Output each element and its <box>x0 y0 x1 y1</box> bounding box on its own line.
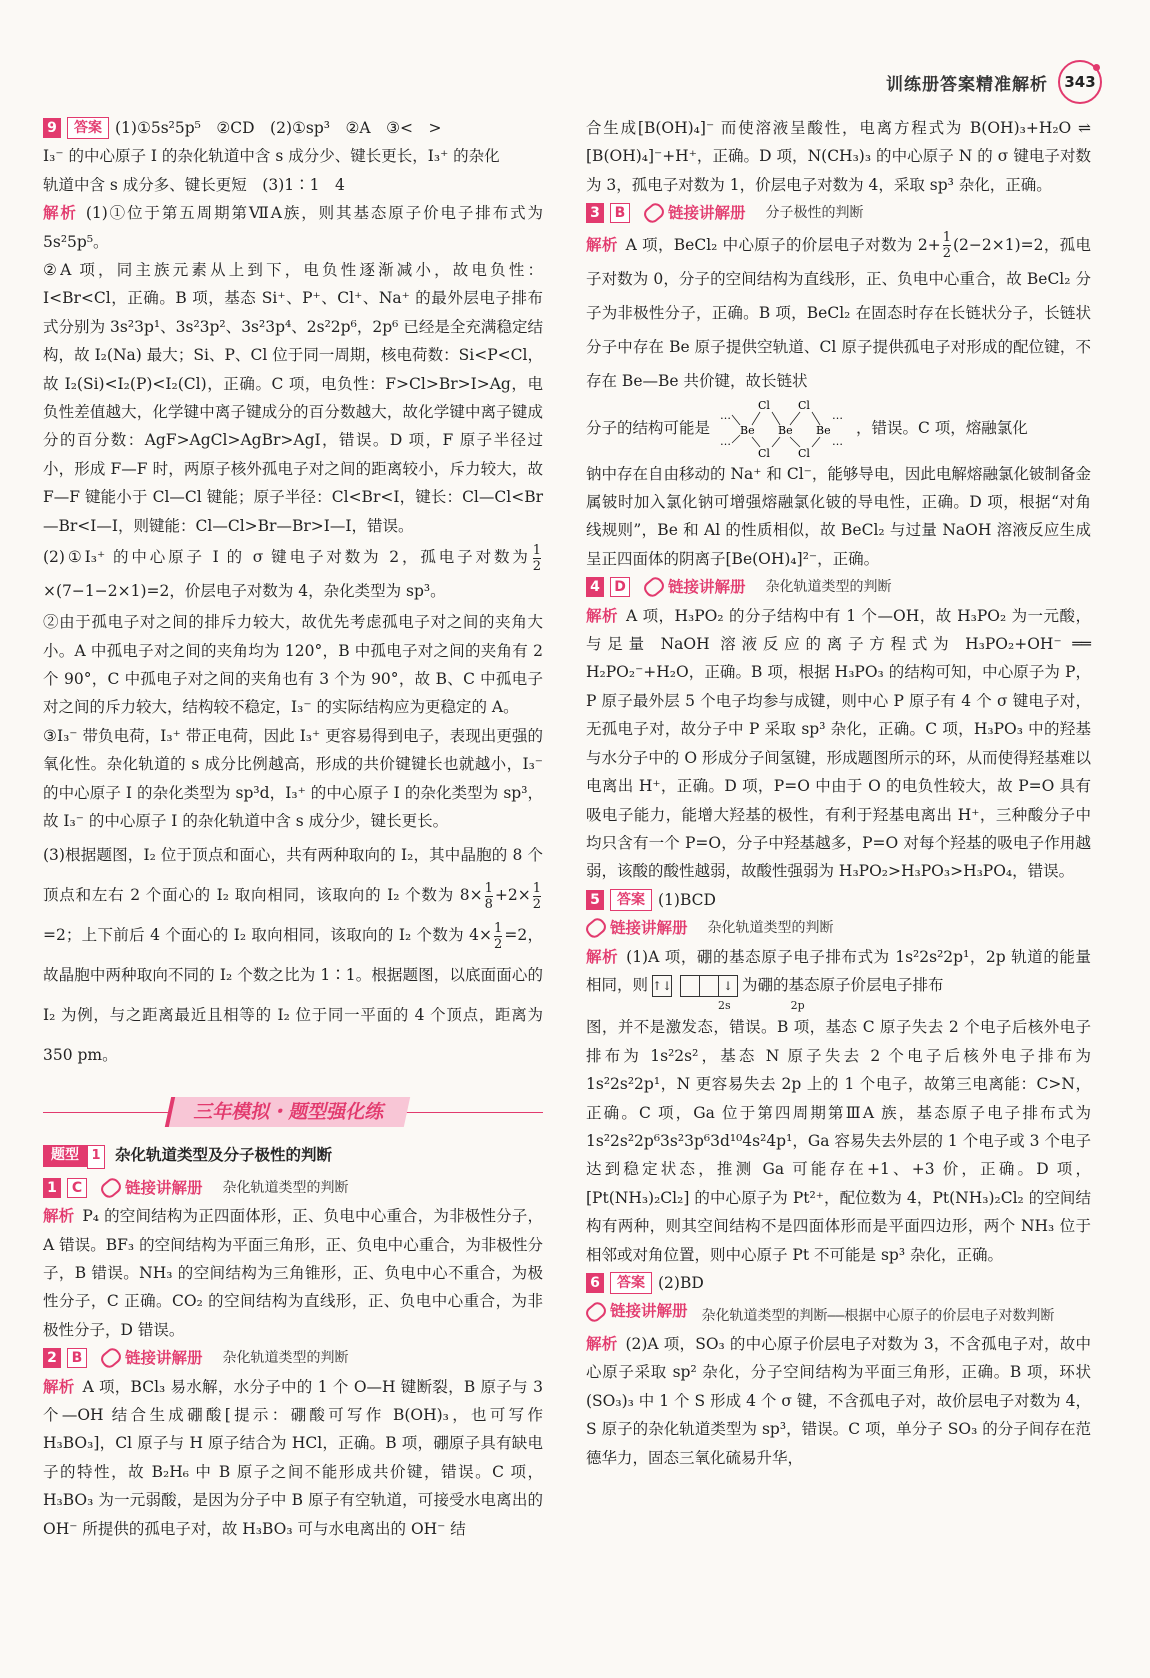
answer-tag: 答案 <box>67 117 109 139</box>
analysis-paragraph: ②A 项，同主族元素从上到下，电负性逐渐减小，故电负性：I<Br<Cl，正确。B 项，基态 Si⁺、P⁺、Cl⁺、Na⁺ 的最外层电子排布式分别为 3s²3p¹、3s²3p²、3s²3p⁴、2s²2p⁶，2p⁶ 已经是全充满稳定结构，故 I₂(Na) 最大；Si、P、Cl 位于同一周期，核电荷数：Si<P<Cl，故 I₂(Si)<I₂(P)<I₂(Cl)，正确。C 项，电负性：F>Cl>Br>I>Ag，电负性差值越大，化学键中离子键成分的百分数越大，故化学键中离子键成分的百分数：AgF>AgCl>AgBr>AgI，错误。D 项，F 原子半径过小，形成 F—F 时，两原子核外孤电子对之间的距离较小，斥力较大，故 F—F 键能小于 Cl—Cl 键能；原子半径：Cl<Br<I，键长：Cl—Cl<Br—Br<I—I，则键能：Cl—Cl>Br—Br>I—I，错误。 <box>43 261 543 535</box>
question-number: 1 <box>43 1178 61 1198</box>
right-column <box>586 114 1091 1472</box>
answer-letter: B <box>610 203 630 223</box>
question-6-header <box>586 1269 1091 1297</box>
analysis-paragraph: ②由于孤电子对之间的排斥力较大，故优先考虑孤电子对之间的夹角大小。A 中孤电子对之间的夹角均为 120°，B 中孤电子对之间的夹角有 2 个 90°，C 中孤电子对之间的夹角也有 3 个为 90°，故 B、C 中孤电子对之间的斥力较大，结构较不稳定，I₃⁻ 的实际结构应为更稳定的 A。 <box>43 613 543 717</box>
orbital-labels: 2s 2p <box>718 999 805 1013</box>
link-icon <box>583 1299 609 1324</box>
topic-label: 杂化轨道类型的判断——根据中心原子的价层电子对数判断 <box>701 1307 1055 1324</box>
question-number: 2 <box>43 1348 61 1368</box>
fraction: $\frac{1}{2}$ <box>942 230 951 262</box>
svg-text:…: … <box>832 434 844 448</box>
banner-title: 三年模拟・题型强化练 <box>165 1097 410 1127</box>
svg-text:…: … <box>720 434 732 448</box>
link-button[interactable]: 链接讲解册 <box>101 1174 203 1202</box>
question-4-header <box>586 573 1091 601</box>
link-icon <box>583 916 609 941</box>
answer-text: (1)BCD <box>658 890 716 909</box>
svg-text:Be: Be <box>740 423 755 437</box>
link-button[interactable]: 链接讲解册 <box>644 199 746 227</box>
question-5-header <box>586 886 1091 914</box>
link-icon <box>98 1175 124 1200</box>
topic-label: 杂化轨道类型的判断 <box>222 1350 349 1367</box>
fraction: $\frac{1}{2}$ <box>532 542 541 574</box>
fraction: $\frac{1}{2}$ <box>494 920 503 952</box>
analysis-paragraph: 合生成[B(OH)₄]⁻ 而使溶液呈酸性，电离方程式为 B(OH)₃+H₂O ⇌ [B(OH)₄]⁻+H⁺，正确。D 项，N(CH₃)₃ 的中心原子 N 的 σ 键电子对数为 3，孤电子对数为 1，价层电子对数为 4，采取 sp³ 杂化，正确。 <box>586 119 1091 194</box>
question-3-header <box>586 199 1091 227</box>
left-column <box>43 114 543 1543</box>
svg-text:…: … <box>832 408 844 422</box>
section-banner <box>43 1093 543 1133</box>
svg-text:…: … <box>720 408 732 422</box>
analysis-paragraph: ③I₃⁻ 带负电荷，I₃⁺ 带正电荷，因此 I₃⁺ 更容易得到电子，表现出更强的氧化性。杂化轨道的 s 成分比例越高，形成的共价键键长也就越小，I₃⁻ 的中心原子 I 的杂化类型为 sp³d，I₃⁺ 的中心原子 I 的杂化类型为 sp³，故 I₃⁻ 的中心原子 I 的杂化轨道中含 s 成分少，键长更长。 <box>43 726 543 830</box>
analysis-paragraph: (3)根据题图，I₂ 位于顶点和面心，共有两种取向的 I₂，其中晶胞的 8 个顶点和左右 2 个面心的 I₂ 取向相同，该取向的 I₂ 个数为 8× $\frac{1}{8}$ +2× $\frac{1}{2}$ =2；上下前后 4 个面心的 I₂ 取向相同，该取向的 I₂ 个数为 4× $\frac{1}{2}$ =2，故晶胞中两种取向不同的 I₂ 个数之比为 1∶1。根据题图，以底面面心的 I₂ 为例，与之距离最近且相等的 I₂ 位于同一平面的 4 个顶点，距离为 350 pm。 <box>43 846 543 1065</box>
analysis-label: 解析 <box>43 204 78 223</box>
question-number: 6 <box>586 1273 604 1293</box>
question-number: 4 <box>586 577 604 597</box>
analysis-paragraph: 解析 (2)A 项，SO₃ 的中心原子价层电子对数为 3，不含孤电子对，故中心原子采取 sp² 杂化，分子空间结构为平面三角形，正确。B 项，环状(SO₃)₃ 中 1 个 S 形成 4 个 σ 键，不含孤电子对，故价层电子对数为 4，S 原子的杂化轨道类型为 sp³，错误。C 项，单分子 SO₃ 的分子间存在范德华力，固态三氧化硫易升华， <box>586 1335 1091 1467</box>
question-number: 5 <box>586 890 604 910</box>
question-5-link <box>586 914 1091 942</box>
svg-text:Cl: Cl <box>798 446 810 459</box>
question-number: 9 <box>43 118 61 138</box>
structure-line: 分子的结构可能是 … … Be Be Be Cl Cl Cl Cl … … ，错误。C 项，熔融氯化 <box>586 398 1028 459</box>
topic-label: 分子极性的判断 <box>765 205 864 222</box>
svg-text:Be: Be <box>816 423 831 437</box>
svg-text:Cl: Cl <box>758 398 770 412</box>
topic-label: 杂化轨道类型的判断 <box>765 579 892 596</box>
type-tag: 题型 1 <box>43 1145 87 1167</box>
answer-tag: 答案 <box>610 1272 652 1294</box>
question-2-header <box>43 1344 543 1372</box>
topic-label: 杂化轨道类型的判断 <box>707 920 834 937</box>
analysis-paragraph: 解析 A 项，H₃PO₂ 的分子结构中有 1 个—OH，故 H₃PO₂ 为一元酸，与足量 NaOH 溶液反应的离子方程式为 H₃PO₂+OH⁻ ══ H₂PO₂⁻+H₂O，正确。B 项，根据 H₃PO₃ 的结构可知，中心原子为 P，P 原子最外层 5 个电子均参与成键，则中心 P 原子有 4 个 σ 键电子对，无孤电子对，故分子中 P 采取 sp³ 杂化，正确。C 项，H₃PO₃ 中的羟基与水分子中的 O 形成分子间氢键，形成题图所示的环，从而使得羟基难以电离出 H⁺，正确。D 项，P=O 中由于 O 的电负性较大，故 P=O 具有吸电子能力，能增大羟基的极性，有利于羟基电离出 H⁺，三种酸分子中均只含有一个 P=O，分子中羟基越多，P=O 对每个羟基的吸电子作用越弱，该酸的酸性越弱，故酸性强弱为 H₃PO₂>H₃PO₃>H₃PO₄，错误。 <box>586 606 1091 881</box>
link-button[interactable]: 链接讲解册 <box>586 914 688 942</box>
topic-label: 杂化轨道类型的判断 <box>222 1179 349 1196</box>
svg-text:Cl: Cl <box>758 446 770 459</box>
question-9-answer <box>43 114 543 142</box>
becl2-chain-structure <box>718 399 848 459</box>
analysis-paragraph: 解析 (1)①位于第五周期第ⅦA族，则其基态原子价电子排布式为 5s²5p⁵。 <box>43 204 543 251</box>
answer-letter: B <box>67 1348 87 1368</box>
orbital-2s: ↑↓ <box>652 975 672 997</box>
answer-letter: C <box>67 1178 87 1198</box>
header-title: 训练册答案精准解析 <box>886 74 1048 95</box>
answer-letter: D <box>610 577 630 597</box>
question-6-link <box>586 1297 1091 1330</box>
link-button[interactable]: 链接讲解册 <box>586 1297 688 1325</box>
question-number: 3 <box>586 203 604 223</box>
answer-line: 轨道中含 s 成分多、键长更短 (3)1∶1 4 <box>43 175 345 194</box>
type-heading <box>43 1141 543 1169</box>
fraction: $\frac{1}{8}$ <box>484 880 493 912</box>
answer-line: I₃⁻ 的中心原子 I 的杂化轨道中含 s 成分少、键长更长，I₃⁺ 的杂化 <box>43 147 500 166</box>
link-icon <box>641 575 667 600</box>
fraction: $\frac{1}{2}$ <box>532 880 541 912</box>
answer-tag: 答案 <box>610 889 652 911</box>
svg-text:Cl: Cl <box>798 398 810 412</box>
analysis-paragraph: 图，并不是激发态，错误。B 项，基态 C 原子失去 2 个电子后核外电子排布为 1s²2s²，基态 N 原子失去 2 个电子后核外电子排布为 1s²2s²2p¹，N 更容易失去 2p 上的 1 个电子，故第三电离能：C>N，正确。C 项，Ga 位于第四周期第ⅢA 族，基态原子电子排布式为 1s²2s²2p⁶3s²3p⁶3d¹⁰4s²4p¹，Ga 容易失去外层的 1 个电子或 3 个电子达到稳定状态，推测 Ga 可能存在+1、+3 价，正确。D 项，[Pt(NH₃)₂Cl₂] 的中心原子为 Pt²⁺，配位数为 4，Pt(NH₃)₂Cl₂ 的空间结构有两种，则其空间结构不是四面体形而是平面四边形，两个 NH₃ 位于相邻或对角位置，则中心原子 Pt 不可能是 sp³ 杂化，正确。 <box>586 1018 1091 1264</box>
analysis-paragraph: 解析 P₄ 的空间结构为正四面体形，正、负电中心重合，为非极性分子，A 错误。BF₃ 的空间结构为平面三角形，正、负电中心重合，为非极性分子，B 错误。NH₃ 的空间结构为三角锥形，正、负电中心不重合，为极性分子，C 正确。CO₂ 的空间结构为直线形，正、负电中心重合，为非极性分子，D 错误。 <box>43 1207 543 1339</box>
page-number: 343 <box>1058 60 1102 104</box>
link-button[interactable]: 链接讲解册 <box>101 1344 203 1372</box>
type-title: 杂化轨道类型及分子极性的判断 <box>115 1146 333 1165</box>
link-button[interactable]: 链接讲解册 <box>644 573 746 601</box>
page-header <box>886 62 1102 102</box>
link-icon <box>641 201 667 226</box>
orbital-2p: ↓ <box>680 975 738 997</box>
answer-text: (2)BD <box>658 1274 704 1292</box>
analysis-paragraph: 解析 A 项，BeCl₂ 中心原子的价层电子对数为 2+ $\frac{1}{2}$ (2−2×1)=2，孤电子对数为 0，分子的空间结构为直线形，正、负电中心重合，故 BeCl₂ 分子为非极性分子，正确。B 项，BeCl₂ 在固态时存在长链状分子，长链状分子中存在 Be 原子提供空轨道、Cl 原子提供孤电子对形成的配位键，不存在 Be—Be 共价键，故长链状 <box>586 230 1091 390</box>
analysis-paragraph: 钠中存在自由移动的 Na⁺ 和 Cl⁻，能够导电，因此电解熔融氯化铍制备金属铍时加入氯化钠可增强熔融氯化铍的导电性，正确。D 项，根据“对角线规则”，Be 和 Al 的性质相似，故 BeCl₂ 与过量 NaOH 溶液反应生成呈正四面体的阴离子[Be(OH)₄]²⁻，正确。 <box>586 464 1091 568</box>
svg-text:Be: Be <box>778 423 793 437</box>
question-1-header <box>43 1174 543 1202</box>
analysis-paragraph: 解析 A 项，BCl₃ 易水解，水分子中的 1 个 O—H 键断裂，B 原子与 3 个—OH 结合生成硼酸[提示：硼酸可写作 B(OH)₃，也可写作 H₃BO₃]，Cl 原子与 H 原子结合为 HCl，正确。B 项，硼原子具有缺电子的特性，故 B₂H₆ 中 B 原子之间不能形成共价键，错误。C 项，H₃BO₃ 为一元弱酸，是因为分子中 B 原子有空轨道，可接受水电离出的 OH⁻ 所提供的孤电子对，故 H₃BO₃ 可与水电离出的 OH⁻ 结 <box>43 1377 543 1538</box>
analysis-paragraph: (2)①I₃⁺ 的中心原子 I 的 σ 键电子对数为 2，孤电子对数为 $\frac{1}{2}$ ×(7−1−2×1)=2，价层电子对数为 4，杂化类型为 sp³。 <box>43 542 541 601</box>
analysis-paragraph: 解析 (1)A 项，硼的基态原子电子排布式为 1s²2s²2p¹，2p 轨道的能量相同，则 ↑↓ ↓ 为硼的基态原子价层电子排布 <box>586 943 1091 1000</box>
link-icon <box>98 1346 124 1371</box>
answer-text: (1)①5s²5p⁵ ②CD (2)①sp³ ②A ③< > <box>115 119 442 137</box>
